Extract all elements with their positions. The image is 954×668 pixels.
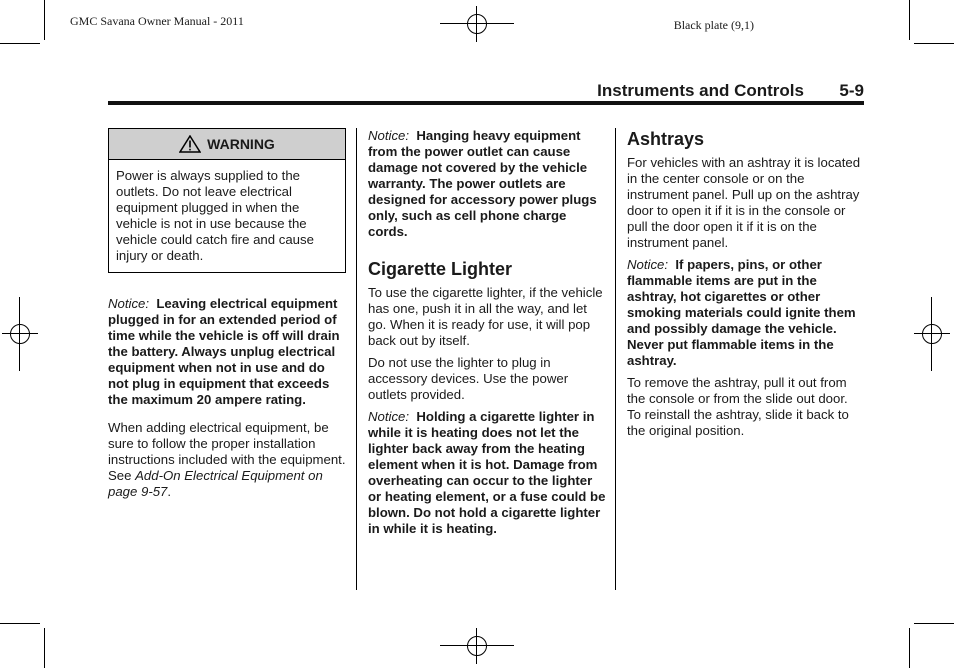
column-3 bbox=[627, 128, 864, 445]
crop-mark bbox=[914, 623, 954, 624]
page-header bbox=[108, 81, 864, 105]
body-paragraph: To use the cigarette lighter, if the vehicle has one, push it in all the way, and let go. When it is ready for use, it will pop back out by itself. bbox=[368, 285, 603, 348]
paragraph-text: When adding electrical equipment, be sure to follow the proper installation instructions included with the equipment. See bbox=[108, 420, 346, 483]
crop-mark bbox=[914, 43, 954, 44]
notice-text: Leaving electrical equipment plugged in for an extended period of time while the vehicle is off will drain the battery. Always unplug electrical equipment when not in use and do not plug in equipment that exceeds the maximum 20 ampere rating. bbox=[108, 296, 340, 407]
notice-paragraph bbox=[627, 257, 864, 369]
body-paragraph: For vehicles with an ashtray it is located in the center console or on the instrument panel. Pull up on the ashtray door to open it if it is in the console or pull the door open it if it is on the instrument panel. bbox=[627, 155, 861, 250]
page-number: 5-9 bbox=[839, 81, 864, 100]
registration-mark-left bbox=[2, 316, 38, 352]
section-heading-ashtrays: Ashtrays bbox=[627, 129, 705, 149]
body-paragraph bbox=[108, 420, 346, 500]
registration-mark-top bbox=[459, 6, 495, 42]
notice-text: If papers, pins, or other flammable items are put in the ashtray, hot cigarettes or other smoking materials could ignite them and possibly damage the vehicle. Never put flammable items in the ashtray. bbox=[627, 257, 856, 368]
notice-text: Hanging heavy equipment from the power outlet can cause damage not covered by the vehicle warranty. The power outlets are designed for accessory power plugs only, such as cell phone charge cords. bbox=[368, 128, 597, 239]
plate-label: Black plate (9,1) bbox=[673, 18, 754, 32]
warning-box bbox=[108, 128, 346, 273]
notice-label: Notice: bbox=[368, 409, 410, 424]
warning-header bbox=[109, 129, 345, 160]
registration-mark-right bbox=[914, 316, 950, 352]
manual-title: GMC Savana Owner Manual - 2011 bbox=[70, 14, 244, 28]
registration-line bbox=[19, 297, 20, 371]
crop-mark bbox=[909, 628, 910, 668]
section-heading-cigarette-lighter: Cigarette Lighter bbox=[368, 259, 513, 279]
registration-mark-bottom bbox=[459, 628, 495, 664]
notice-label: Notice: bbox=[368, 128, 410, 143]
warning-triangle-icon bbox=[179, 135, 201, 153]
registration-line bbox=[440, 645, 514, 646]
warning-body: Power is always supplied to the outlets. Do not leave electrical equipment plugged in when the vehicle is not in use because the vehicle could catch fire and cause injury or death. bbox=[116, 168, 314, 263]
crop-mark bbox=[0, 623, 40, 624]
notice-label: Notice: bbox=[108, 296, 150, 311]
crop-mark bbox=[909, 0, 910, 40]
section-title: Instruments and Controls bbox=[597, 81, 804, 100]
body-paragraph: To remove the ashtray, pull it out from the console or from the slide out door. To reinstall the ashtray, slide it back to the original position. bbox=[627, 375, 849, 438]
cross-reference-link[interactable]: Add-On Electrical Equipment on page 9-57 bbox=[108, 468, 323, 499]
registration-line bbox=[931, 297, 932, 371]
crop-mark bbox=[44, 628, 45, 668]
warning-title: WARNING bbox=[207, 136, 275, 152]
column-2 bbox=[368, 128, 606, 543]
crop-mark bbox=[0, 43, 40, 44]
column-divider bbox=[615, 128, 616, 590]
crop-mark bbox=[44, 0, 45, 40]
notice-paragraph bbox=[368, 409, 606, 537]
column-1 bbox=[108, 128, 346, 506]
notice-paragraph bbox=[108, 296, 346, 408]
column-divider bbox=[356, 128, 357, 590]
notice-label: Notice: bbox=[627, 257, 669, 272]
body-paragraph: Do not use the lighter to plug in accessory devices. Use the power outlets provided. bbox=[368, 355, 569, 402]
registration-line bbox=[440, 23, 514, 24]
notice-paragraph bbox=[368, 128, 606, 240]
paragraph-end: . bbox=[167, 484, 172, 499]
notice-text: Holding a cigarette lighter in while it is heating does not let the lighter back away from the heating element when it is hot. Damage from overheating can occur to the lighter or heating element, or a fuse could be blown. Do not hold a cigarette lighter in while it is heating. bbox=[368, 409, 606, 536]
